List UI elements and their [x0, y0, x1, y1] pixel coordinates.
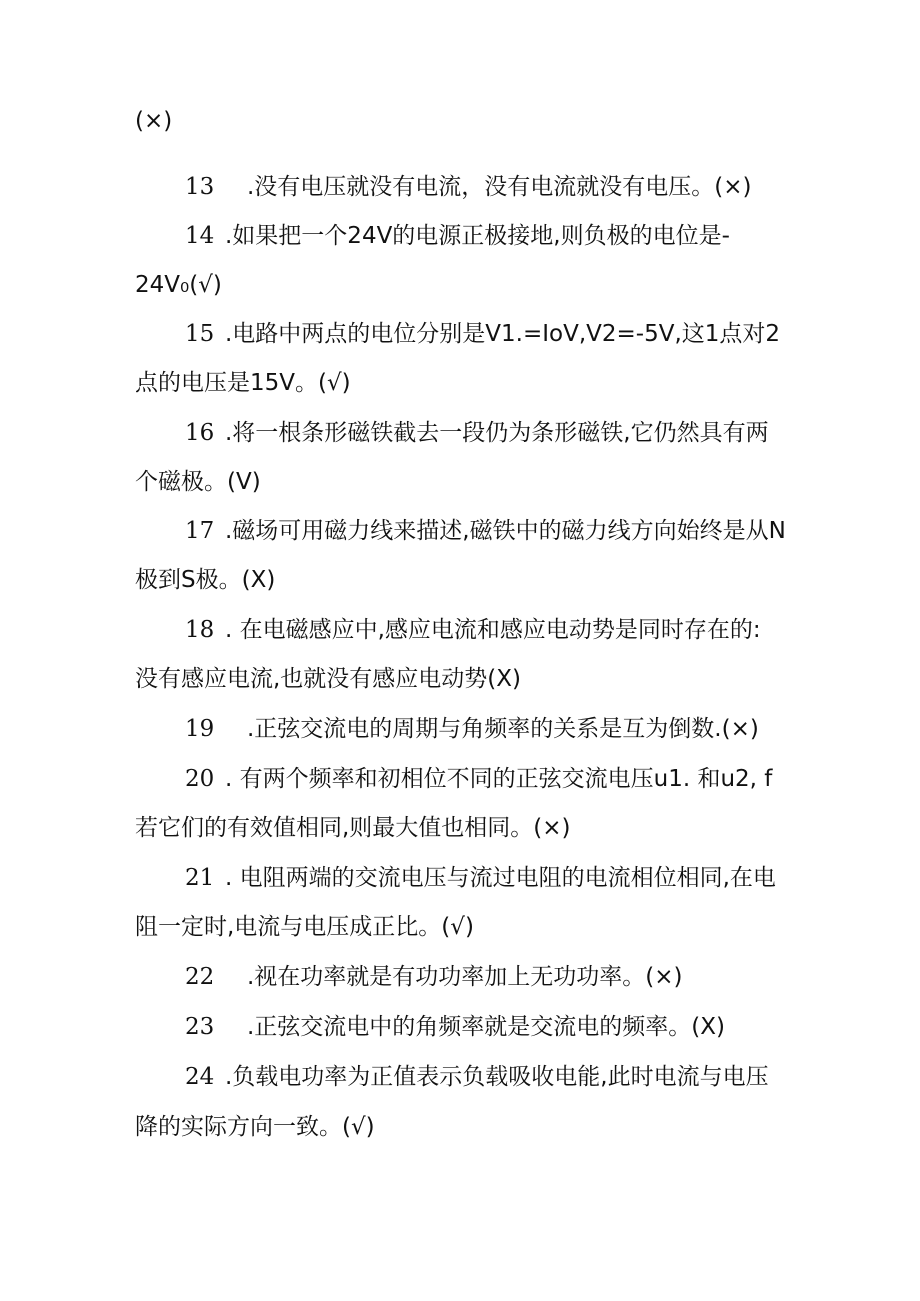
question-text-continued: 降的实际方向一致。(√)	[135, 1114, 375, 1140]
question-text: . 有两个频率和初相位不同的正弦交流电压u1. 和u2, f	[225, 766, 773, 792]
question-number: 14	[185, 223, 215, 249]
question-text: .负载电功率为正值表示负载吸收电能,此时电流与电压	[225, 1064, 769, 1090]
question-text: .如果把一个24V的电源正极接地,则负极的电位是-	[225, 223, 730, 249]
question-number: 13	[185, 174, 215, 200]
question-text-continued: 个磁极。(V)	[135, 469, 261, 495]
top-fragment: (×)	[135, 108, 173, 134]
question-number: 19	[185, 716, 215, 742]
question-text-continued: 极到S极。(X)	[135, 567, 276, 593]
question-number: 21	[185, 865, 215, 891]
question-text: .视在功率就是有功功率加上无功功率。(×)	[247, 964, 683, 990]
question-number: 20	[185, 766, 215, 792]
question-text: .正弦交流电的周期与角频率的关系是互为倒数.(×)	[247, 716, 759, 742]
question-number: 24	[185, 1064, 215, 1090]
question-number: 17	[185, 518, 215, 544]
question-number: 22	[185, 964, 215, 990]
question-text: .没有电压就没有电流，没有电流就没有电压。(×)	[247, 174, 752, 200]
question-number: 15	[185, 321, 215, 347]
question-text: .正弦交流电中的角频率就是交流电的频率。(X)	[247, 1014, 726, 1040]
question-number: 23	[185, 1014, 215, 1040]
question-number: 16	[185, 420, 215, 446]
question-text: .电路中两点的电位分别是V1.=IoV,V2=-5V,这1点对2	[225, 321, 781, 347]
question-number: 18	[185, 617, 215, 643]
question-text: .将一根条形磁铁截去一段仍为条形磁铁,它仍然具有两	[225, 420, 769, 446]
question-text-continued: 阻一定时,电流与电压成正比。(√)	[135, 914, 474, 940]
question-text-continued: 点的电压是15V。(√)	[135, 370, 351, 396]
question-text: .磁场可用磁力线来描述,磁铁中的磁力线方向始终是从N	[225, 518, 786, 544]
question-text-continued: 没有感应电流,也就没有感应电动势(X)	[135, 666, 522, 692]
question-text: . 电阻两端的交流电压与流过电阻的电流相位相同,在电	[225, 865, 776, 891]
question-text: . 在电磁感应中,感应电流和感应电动势是同时存在的:	[225, 617, 761, 643]
question-text-continued: 24V₀(√)	[135, 272, 222, 298]
question-text-continued: 若它们的有效值相同,则最大值也相同。(×)	[135, 815, 571, 841]
